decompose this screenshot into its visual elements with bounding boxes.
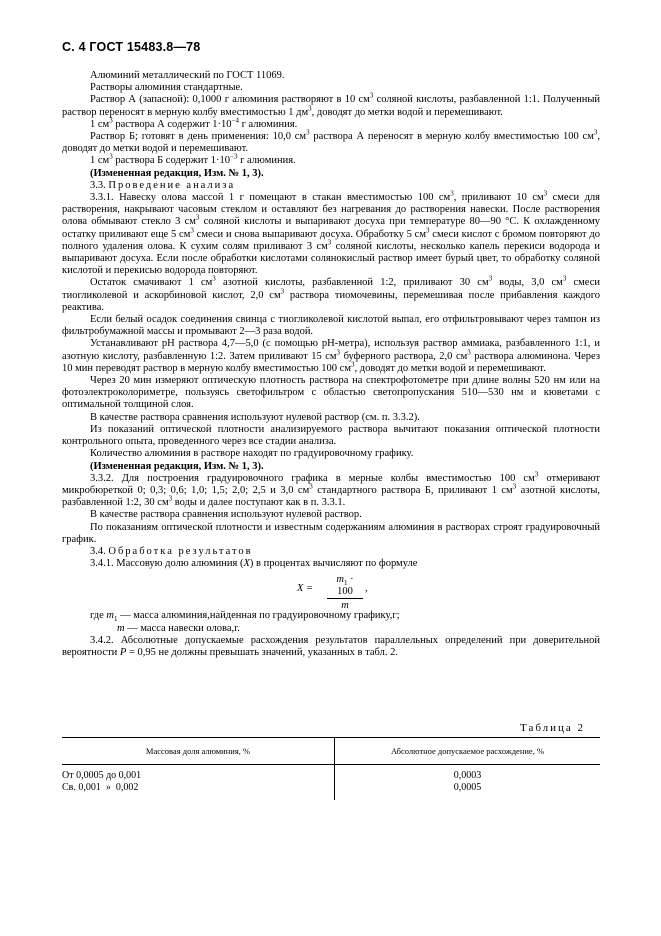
paragraph: Количество алюминия в растворе находят по градуировочному графику.: [90, 448, 414, 460]
paragraph: 3.4.2. Абсолютные допускаемые расхождения результатов параллельных определений при доверительной вероятности P = 0,95 не должны превышать значений, указанных в табл. 2.: [62, 634, 600, 658]
paragraph: Раствор А (запасной): 0,1000 г алюминия растворяют в 10 $см^3$ соляной кислоты, разбавленной 1:1. Полученный раствор переносят в мерную колбу вместимостью 1 $дм^3$, доводят до метки водой и перемешивают.: [62, 91, 600, 118]
where-line: m — масса навески олова,г.: [117, 622, 240, 634]
section-heading: 3.4. Обработка результатов: [90, 545, 253, 557]
paragraph: 3.3.2. Для построения градуировочного графика в мерные колбы вместимостью 100 $см^3$ отмеривают микробюреткой 0; 0,3; 0,6; 1,0; 1,5; 2,0; 2,5 и 3,0 $см^3$ стандартного раствора Б, приливают 1 $см^3$ азотной кислоты, разбавленной 1:2, 30 $см^3$ воды и далее поступают как в п. 3.3.1.: [62, 470, 601, 509]
section-heading: 3.3. Проведение анализа: [90, 179, 236, 191]
page-header: С. 4 ГОСТ 15483.8—78: [62, 40, 201, 54]
table-header-row: [62, 738, 600, 765]
paragraph: 1 $см^3$ раствора А содержит $1\cdot 10^{-4}$ г алюминия.: [90, 116, 298, 130]
paragraph: Из показаний оптической плотности анализируемого раствора вычитают показания оптической плотности контрольного опыта, проведенного через все стадии анализа.: [62, 423, 600, 448]
table-cell: 0,0003 0,0005: [453, 770, 482, 793]
paragraph: Алюминий металлический по ГОСТ 11069.: [90, 70, 285, 81]
revision-note: (Измененная редакция, Изм. № 1, 3).: [90, 167, 264, 179]
formula: [62, 574, 600, 612]
formula-tail: ,: [365, 583, 368, 595]
table-cell: От 0,0005 до 0,001 Св. 0,001 » 0,002: [62, 765, 335, 801]
column-header: Абсолютное допускаемое расхождение, %: [335, 738, 601, 765]
paragraph: Устанавливают рН раствора 4,7—5,0 (с помощью рН-метра), используя раствор аммиака, разбавленного 1:1, и азотную кислоту, разбавленную 1:2. Затем приливают 15 $см^3$ буферного раствора, 2,0 $см^3$ раствора алюминона. Через 10 мин переводят раствор в мерную колбу вместимостью 100 $см^3$, доводят до метки водой и перемешивают.: [62, 338, 600, 374]
paragraph: Раствор Б; готовят в день применения: 10,0 $см^3$ раствора А переносят в мерную колбу вместимостью 100 $см^3$, доводят до метки водой и перемешивают.: [62, 128, 600, 155]
paragraph: Растворы алюминия стандартные.: [90, 82, 243, 94]
document-body: [62, 70, 600, 659]
formula-lhs: X =: [297, 583, 314, 595]
table-row: [62, 765, 600, 801]
revision-note: (Измененная редакция, Изм. № 1, 3).: [90, 460, 264, 472]
column-header: Массовая доля алюминия, %: [62, 738, 335, 765]
paragraph: В качестве раствора сравнения используют нулевой раствор.: [90, 509, 362, 521]
table-caption: Таблица 2: [520, 722, 586, 734]
paragraph: В качестве раствора сравнения используют нулевой раствор (см. п. 3.3.2).: [90, 411, 420, 423]
paragraph: Остаток смачивают 1 $см^3$ азотной кислоты, разбавленной 1:2, приливают 30 $см^3$ воды, 3,0 $см^3$ смеси тиогликолевой и аскорбиновой кислот, 2,0 $см^3$ раствора тиомочевины, перемешивая после прибавления каждого реактива.: [62, 274, 600, 313]
paragraph: 3.3.1. Навеску олова массой 1 г помещают в стакан вместимостью 100 $см^3$, приливают 10 $см^3$ смеси для растворения, накрывают часовым стеклом и оставляют без нагревания до растворения навески. После растворения олова обмывают стекло 3 $см^3$ соляной кислоты и выпаривают досуха при температуре 80—90 °С. К охлажденному остатку приливают еще 5 $см^3$ смеси и снова выпаривают досуха. Обработку 5 $см^3$ смеси кислот с бромом повторяют до полного удаления олова. К сухим солям приливают 3 $см^3$ соляной кислоты, несколько капель перекиси водорода и выпаривают досуха. Если после обработки кислотами солянокислый раствор имеет бурый цвет, то обработку соляной кислотой и перекисью водорода повторяют.: [62, 189, 601, 277]
formula-fraction: [327, 574, 363, 612]
results-table: [62, 737, 600, 800]
paragraph: 3.4.1. Массовую долю алюминия (X) в процентах вычисляют по формуле: [90, 558, 418, 570]
where-line: где $m_1$ — масса алюминия,найденная по градуировочному графику,г;: [90, 610, 400, 624]
formula-numerator: $m_1 \cdot 100$: [327, 574, 363, 599]
paragraph: Через 20 мин измеряют оптическую плотность раствора на спектрофотометре при длине волны 520 нм или на фотоэлектроколориметре, пользуясь светофильтром с областью светопропускания 510—530 нм и кюветами с оптимальной толщиной слоя.: [62, 375, 600, 411]
paragraph: 1 $см^3$ раствора Б содержит $1\cdot 10^{-3}$ г алюминия.: [90, 152, 296, 167]
paragraph: Если белый осадок соединения свинца с тиогликолевой кислотой выпал, его отфильтровывают через тампон из фильтробумажной массы и промывают 2—3 раза водой.: [62, 314, 600, 338]
paragraph: По показаниям оптической плотности и известным содержаниям алюминия в растворах строят градуировочный график.: [62, 521, 600, 545]
formula-denominator: m: [341, 600, 349, 612]
